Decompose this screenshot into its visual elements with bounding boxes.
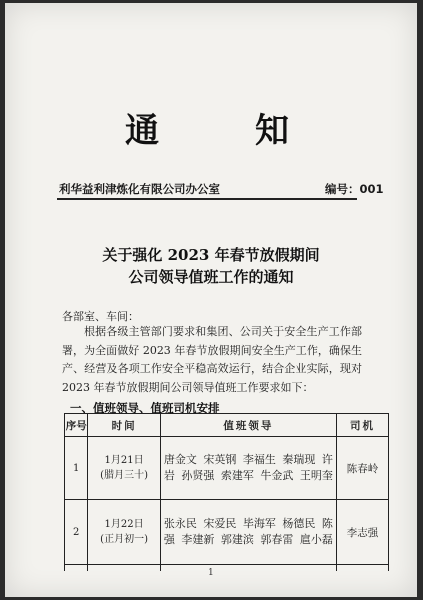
header-leaders: 值班领导	[160, 414, 336, 437]
row-driver: 李志强	[337, 500, 389, 565]
row-time	[88, 500, 160, 565]
table-row	[65, 437, 389, 500]
header-driver: 司机	[337, 414, 389, 437]
document-page	[5, 3, 417, 597]
page-number: 1	[208, 568, 214, 578]
document-number: 编号：001	[325, 182, 384, 196]
partial-cell	[88, 565, 160, 572]
partial-cell	[337, 565, 389, 572]
body-paragraph: 根据各级主管部门要求和集团、公司关于安全生产工作部署，为全面做好 2023 年春节放假期间安全生产工作，确保生产、经营及各项工作安全平稳高效运行，结合企业实际，现对 2023 年春节放假期间公司领导值班工作要求如下：	[62, 325, 362, 394]
header-time: 时间	[88, 414, 160, 437]
row-leaders: 张永民 宋爱民 毕海军 杨德民 陈 强 李建新 郭建滨 郭春雷 扈小磊	[160, 500, 336, 565]
section-heading-1: 一、值班领导、值班司机安排	[70, 401, 220, 415]
table-header-row	[65, 414, 389, 437]
salutation: 各部室、车间：	[62, 310, 139, 323]
header-seq: 序号	[65, 414, 88, 437]
partial-cell	[160, 565, 336, 572]
row-seq: 1	[65, 437, 88, 500]
row-date: 1月21日	[104, 455, 144, 466]
row-time	[88, 437, 160, 500]
row-date: 1月22日	[104, 519, 144, 530]
table-row	[65, 500, 389, 565]
notice-title	[5, 103, 417, 151]
heading-line-1: 关于强化 2023 年春节放假期间	[102, 246, 320, 264]
title-char-zhi: 知	[255, 111, 289, 151]
row-driver: 陈春岭	[337, 437, 389, 500]
header-divider	[57, 198, 357, 200]
partial-cell	[65, 565, 88, 572]
table-row-partial	[65, 565, 389, 572]
title-char-tong: 通	[125, 111, 159, 151]
heading-line-2: 公司领导值班工作的通知	[128, 268, 294, 286]
duty-schedule-table	[64, 413, 389, 571]
row-leaders: 唐金文 宋英钢 李福生 秦瑞现 许 岩 孙贤强 索建军 牛金武 王明奎	[160, 437, 336, 500]
row-seq: 2	[65, 500, 88, 565]
row-lunar-date: (腊月三十)	[100, 470, 148, 481]
row-lunar-date: (正月初一)	[100, 534, 148, 545]
issuer-name: 利华益利津炼化有限公司办公室	[59, 182, 220, 196]
